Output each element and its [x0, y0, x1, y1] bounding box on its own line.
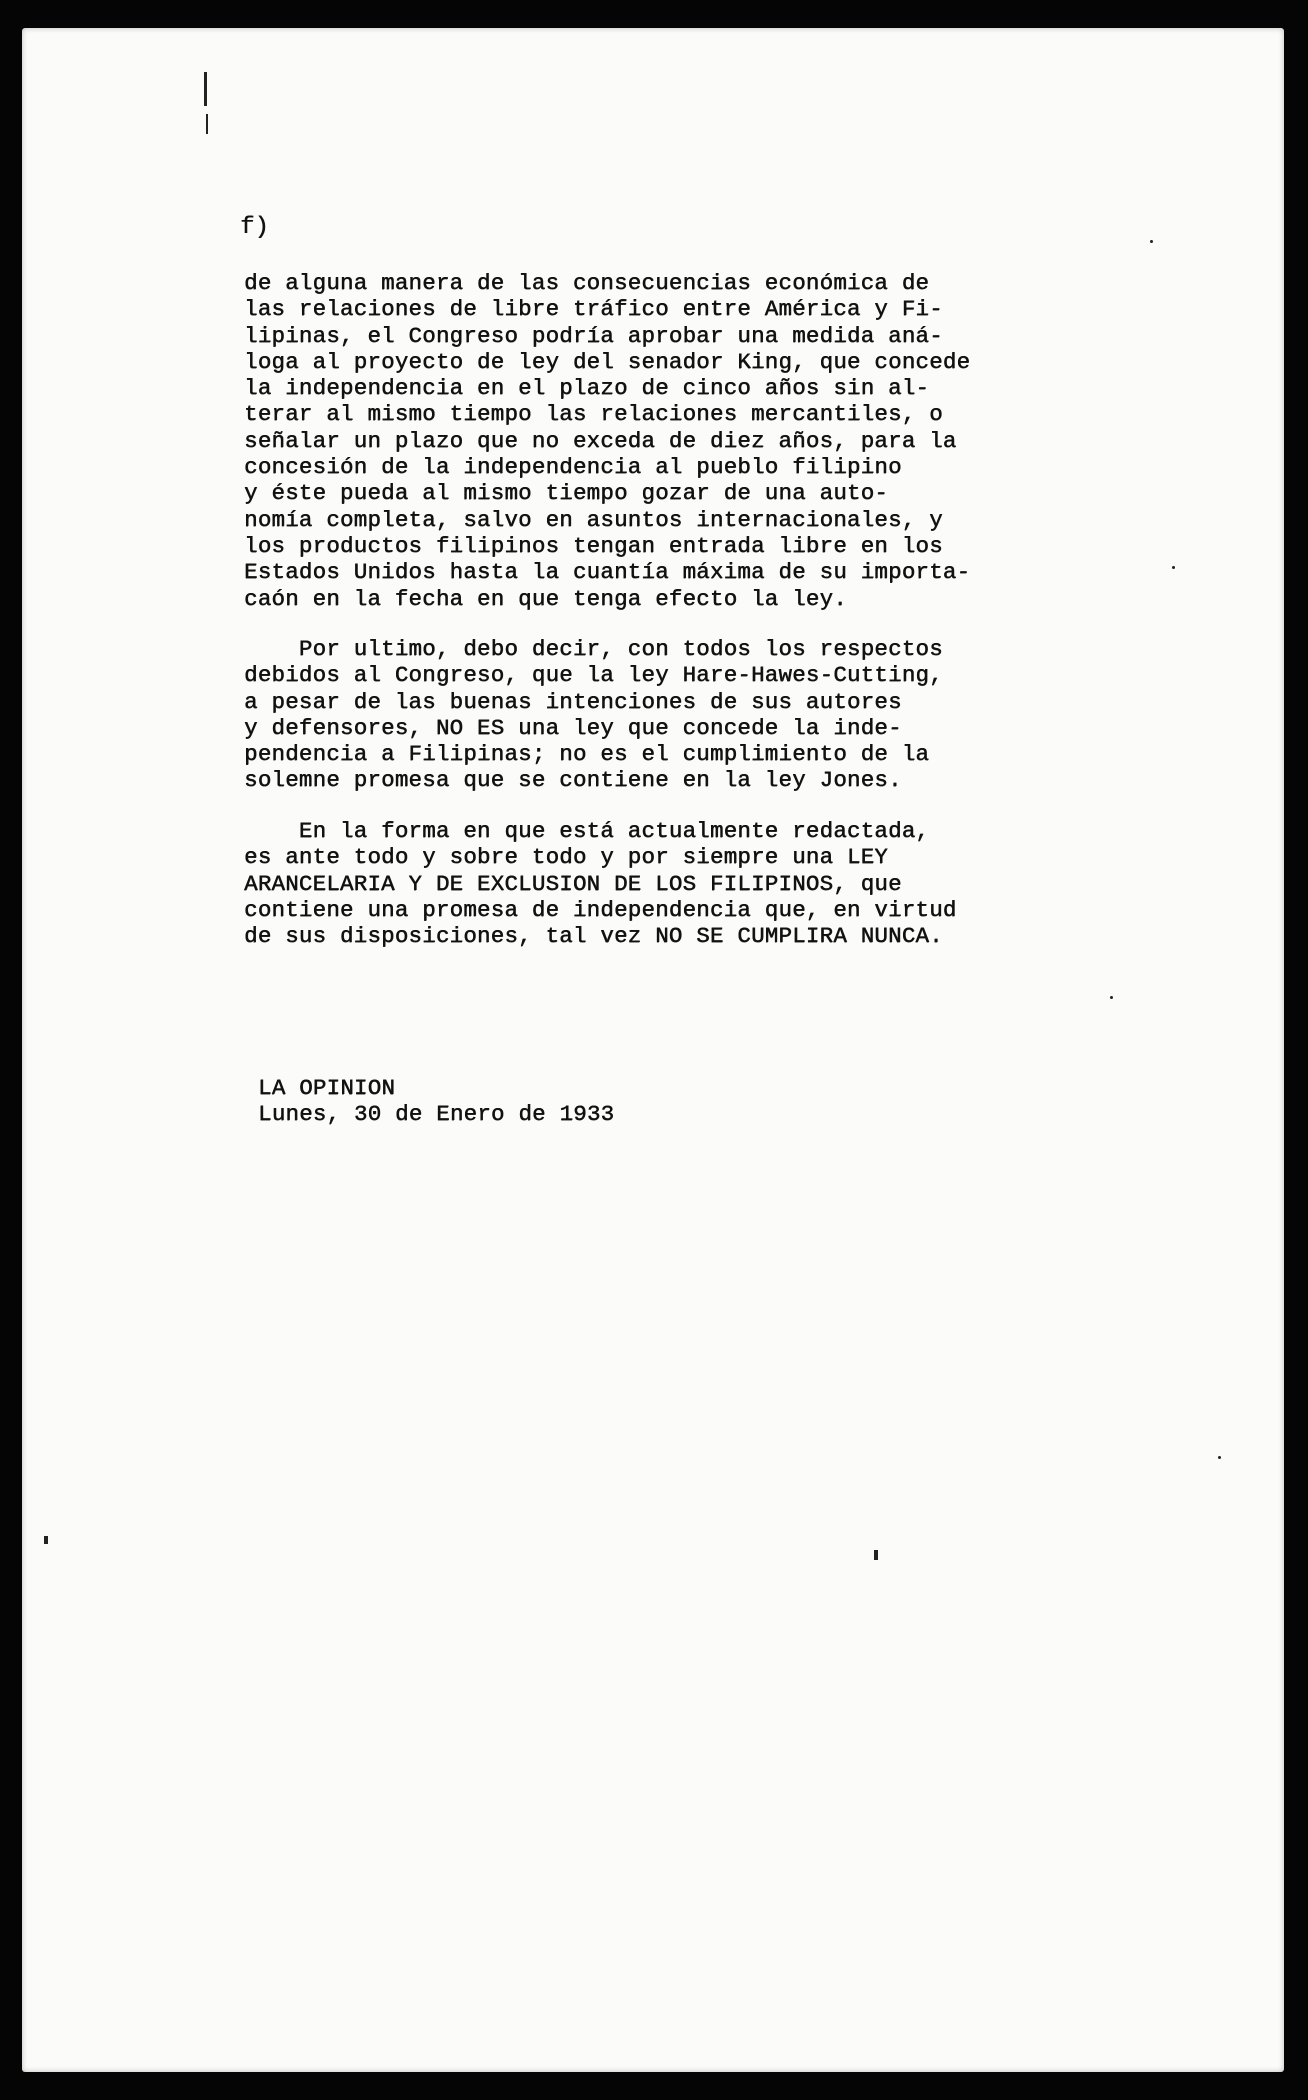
text-line: es ante todo y sobre todo y por siempre una LEY — [244, 844, 889, 871]
text-line: loga al proyecto de ley del senador King, que concede — [244, 348, 971, 375]
margin-mark — [44, 1536, 48, 1544]
text-line: a pesar de las buenas intenciones de sus autores — [244, 688, 902, 715]
text-line: y éste pueda al mismo tiempo gozar de una auto- — [244, 480, 889, 507]
paragraph-3 — [244, 818, 957, 949]
text-line: pendencia a Filipinas; no es el cumplimiento de la — [244, 741, 930, 768]
margin-mark — [1218, 1456, 1221, 1459]
publication-date: Lunes, 30 de Enero de 1933 — [258, 1101, 615, 1128]
text-line: ARANCELARIA Y DE EXCLUSION DE LOS FILIPINOS, que — [244, 870, 902, 897]
paragraph-1 — [244, 270, 970, 612]
text-line: las relaciones de libre tráfico entre América y Fi- — [244, 296, 943, 323]
text-line: la independencia en el plazo de cinco años sin al- — [244, 375, 930, 402]
paragraph-2 — [244, 636, 943, 794]
text-line: nomía completa, salvo en asuntos internacionales, y — [244, 506, 943, 533]
margin-mark — [874, 1550, 878, 1560]
text-line: lipinas, el Congreso podría aprobar una medida aná- — [244, 322, 943, 349]
text-line: Estados Unidos hasta la cuantía máxima de su importa- — [244, 559, 971, 586]
text-line: caón en la fecha en que tenga efecto la ley. — [244, 585, 847, 612]
text-line: contiene una promesa de independencia que, en virtud — [244, 896, 957, 923]
text-line: solemne promesa que se contiene en la ley Jones. — [244, 767, 902, 794]
text-line: señalar un plazo que no exceda de diez años, para la — [244, 427, 957, 454]
margin-mark — [1150, 240, 1153, 243]
publication-name: LA OPINION — [258, 1075, 396, 1101]
text-line: concesión de la independencia al pueblo filipino — [244, 454, 902, 481]
text-line: los productos filipinos tengan entrada libre en los — [244, 532, 943, 559]
margin-mark — [206, 114, 208, 134]
text-line: terar al mismo tiempo las relaciones mercantiles, o — [244, 401, 943, 428]
text-line: En la forma en que está actualmente redactada, — [244, 818, 930, 844]
section-label: f) — [240, 214, 269, 241]
text-line: Por ultimo, debo decir, con todos los respectos — [244, 636, 943, 662]
text-line: de sus disposiciones, tal vez NO SE CUMPLIRA NUNCA. — [244, 923, 943, 950]
text-line: debidos al Congreso, que la ley Hare-Hawes-Cutting, — [244, 662, 943, 689]
margin-mark — [1110, 996, 1113, 999]
text-line: y defensores, NO ES una ley que concede la inde- — [244, 714, 902, 741]
text-line: de alguna manera de las consecuencias económica de — [244, 270, 930, 296]
margin-mark — [204, 72, 207, 106]
margin-mark — [1172, 566, 1175, 569]
signature-block — [258, 1075, 614, 1128]
